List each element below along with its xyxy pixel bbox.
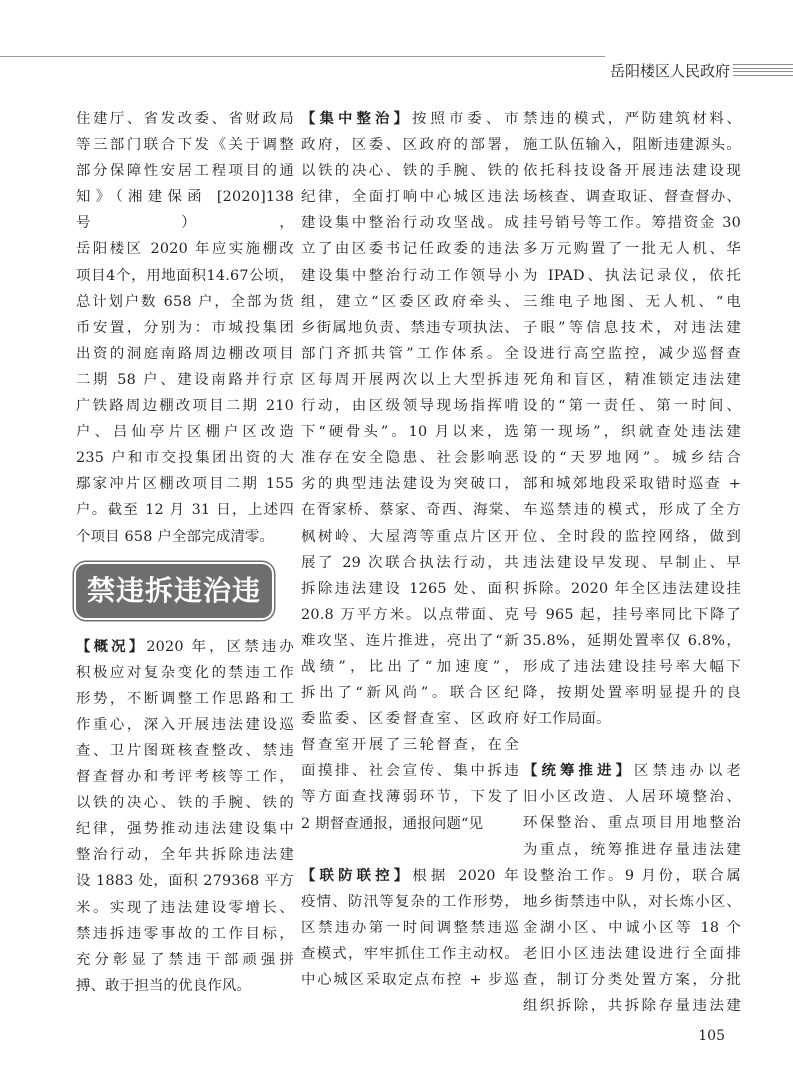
subheading-tag-overview: 【概况】 <box>76 638 147 655</box>
text-line: 车巡禁违的模式，形成了全方 <box>523 502 741 519</box>
text-line: 区禁违办第一时间调整禁违巡 <box>301 919 519 936</box>
text-line: 多万元购置了一批无人机、华 <box>523 241 741 258</box>
text-line: 禁违拆违零事故的工作目标， <box>76 925 294 942</box>
text-line: 立了由区委书记任政委的违法 <box>301 241 519 258</box>
text-run: 2020 年，区禁违办 <box>146 638 294 655</box>
text-line: 挂号销号等工作。筹措资金 30 <box>523 215 741 232</box>
paragraph-overview <box>76 634 294 999</box>
text-line: 部门齐抓共管”工作体系。全 <box>301 345 519 362</box>
text-line: 设整治工作。9 月份，联合属 <box>523 867 741 884</box>
text-line: 难攻坚、连片推进，亮出了“新 <box>301 632 519 649</box>
paragraph-joint-prevention <box>301 863 519 993</box>
text-line: 纪律，强势推动违法建设集中 <box>76 821 294 838</box>
text-line: 查、卫片图斑核查整改、禁违 <box>76 742 294 759</box>
text-line: 35.8%，延期处置率仅 6.8%， <box>523 632 741 649</box>
column-1 <box>76 106 294 999</box>
section-heading-box <box>76 564 272 618</box>
text-line: 督查室开展了三轮督查，在全 <box>301 737 519 754</box>
text-line: 查，制订分类处置方案，分批 <box>523 972 741 988</box>
text-line: 老旧小区违法建设进行全面排 <box>523 945 741 962</box>
text-line: 乡街属地负责、禁违专项执法、 <box>301 319 519 336</box>
text-line: 行动，由区级领导现场指挥啃 <box>301 398 519 415</box>
text-line: 拆除违法建设 1265 处、面积 <box>301 580 519 597</box>
paragraph-gap <box>301 837 519 863</box>
text-line: 纪律，全面打响中心城区违法 <box>301 189 519 206</box>
text-line: 二期 58 户、建设南路并行京 <box>76 371 294 388</box>
text-line: 地乡街禁违中队，对长炼小区、 <box>523 893 741 910</box>
running-header-title: 岳阳楼区人民政府 <box>610 62 731 80</box>
text-line: 设的“第一责任、第一时间、 <box>523 398 741 415</box>
text-line: 搏、敢于担当的优良作风。 <box>76 977 252 994</box>
text-line: 准存在安全隐患、社会影响恶 <box>301 450 519 467</box>
subheading-tag-joint-prevention: 【联防联控】 <box>301 867 413 884</box>
text-line: 组，建立“区委区政府牵头、 <box>301 293 519 310</box>
text-line: 作重心，深入开展违法建设巡 <box>76 716 294 733</box>
paragraph-shanty-renovation <box>76 106 294 550</box>
section-heading: 禁违拆违治违 <box>86 573 261 607</box>
text-line: 面摸排、社会宣传、集中拆违 <box>301 763 519 780</box>
text-line: 形势，不断调整工作思路和工 <box>76 690 294 707</box>
text-run: 根据 2020 年 <box>412 867 520 884</box>
text-run: 按照市委、市 <box>411 111 520 127</box>
text-line: 第一现场”，织就查处违法建 <box>523 424 741 441</box>
text-line: 户、吕仙亭片区棚户区改造 <box>76 424 294 441</box>
text-line: 20.8 万平方米。以点带面、克 <box>301 606 519 623</box>
text-line: 235 户和市交投集团出资的大 <box>76 450 294 467</box>
text-line: 项目4个，用地面积14.67公顷， <box>76 267 294 284</box>
text-line: 整治行动，全年共拆除违法建 <box>76 847 294 864</box>
text-line: 督查督办和考评考核等工作， <box>76 769 294 786</box>
text-line: 禁违的模式，严防建筑材料、 <box>523 111 741 127</box>
text-line: 户。截至 12 月 31 日，上述四 <box>76 502 294 519</box>
text-line: 施工队伍输入，阻断违建源头。 <box>523 137 741 154</box>
text-line: 以铁的决心、铁的手腕、铁的 <box>76 795 294 812</box>
text-line <box>301 106 519 132</box>
paragraph-gap <box>523 732 741 758</box>
text-line: 为重点，统筹推进存量违法建 <box>523 841 741 858</box>
text-line: 总计划户数 658 户，全部为货 <box>76 293 294 310</box>
text-line: 违法建设早发现、早制止、早 <box>523 554 741 571</box>
text-line: 展了 29 次联合执法行动，共 <box>301 554 519 571</box>
text-line: 下“硬骨头”。10 月以来，选 <box>301 424 519 441</box>
text-line: 鄢家冲片区棚改项目二期 155 <box>76 476 294 493</box>
subheading-tag-coordinated: 【统筹推进】 <box>523 763 634 780</box>
text-line: 查模式，牢牢抓住工作主动权。 <box>301 945 519 962</box>
paragraph-coordinated-advance <box>523 758 741 1019</box>
text-line: 在胥家桥、蔡家、奇西、海棠、 <box>301 502 519 519</box>
text-run: 区禁违办以老 <box>633 763 742 780</box>
text-line: 米。实现了违法建设零增长、 <box>76 899 294 916</box>
text-line: 住建厅、省发改委、省财政局 <box>76 111 294 127</box>
text-line: 设进行高空监控，减少巡督查 <box>523 345 741 362</box>
text-line: 币安置，分别为：市城投集团 <box>76 319 294 336</box>
text-line: 金湖小区、中诚小区等 18 个 <box>523 919 741 936</box>
text-line: 环保整治、重点项目用地整治 <box>523 815 741 832</box>
text-line: 建设集中整治行动攻坚战。成 <box>301 215 519 232</box>
text-line: 广铁路周边棚改项目二期 210 <box>76 398 294 415</box>
text-line: 个项目 658 户全部完成清零。 <box>76 528 275 545</box>
text-line: 区每周开展两次以上大型拆违 <box>301 371 519 388</box>
text-line: 枫树岭、大屋湾等重点片区开 <box>301 528 519 545</box>
paragraph-concentrated-rectification <box>301 106 519 837</box>
text-line: 死角和盲区，精准锁定违法建 <box>523 371 741 388</box>
text-line: 部和城郊地段采取错时巡查 + <box>523 476 741 493</box>
paragraph-joint-prevention-continued <box>523 106 741 732</box>
text-line: 拆出了“新风尚”。联合区纪 <box>301 685 519 702</box>
text-line: 充分彰显了禁违干部顽强拼 <box>76 951 294 968</box>
text-line: 建设集中整治行动工作领导小 <box>301 267 519 284</box>
text-line: 设的“天罗地网”。城乡结合 <box>523 450 741 467</box>
subheading-tag-concentrated: 【集中整治】 <box>301 111 412 127</box>
text-line: 等方面查找薄弱环节，下发了 <box>301 789 519 806</box>
text-line: 降，按期处置率明显提升的良 <box>523 685 741 702</box>
text-line: 拆除。2020 年全区违法建设挂 <box>523 580 741 597</box>
text-line: 以铁的决心、铁的手腕、铁的 <box>301 163 519 180</box>
page-number: 105 <box>698 1028 725 1044</box>
column-2 <box>301 106 519 993</box>
text-line: 依托科技设备开展违法建设现 <box>523 163 741 180</box>
text-line: 形成了违法建设挂号率大幅下 <box>523 658 741 675</box>
text-line: 战绩”，比出了“加速度”， <box>301 658 519 675</box>
header-stripes-decoration <box>733 64 793 78</box>
text-line: 三维电子地图、无人机、“电 <box>523 293 741 310</box>
text-line: 中心城区采取定点布控 + 步巡 <box>301 972 519 988</box>
text-line: 政府，区委、区政府的部署， <box>301 137 519 154</box>
text-line <box>523 758 741 784</box>
header-rule <box>0 56 605 57</box>
text-line: 组织拆除，共拆除存量违法建 <box>523 998 741 1015</box>
text-line: 等三部门联合下发《关于调整 <box>76 137 294 154</box>
text-line: 子眼”等信息技术，对违法建 <box>523 319 741 336</box>
text-line: 岳阳楼区 2020 年应实施棚改 <box>76 241 294 258</box>
text-line: 积极应对复杂变化的禁违工作 <box>76 664 294 681</box>
text-line: 出资的洞庭南路周边棚改项目 <box>76 345 294 362</box>
text-line: 为 IPAD、执法记录仪，依托 <box>523 267 741 284</box>
text-line: 劣的典型违法建设为突破口， <box>301 476 519 493</box>
text-line: 2 期督查通报，通报问题“见 <box>301 815 484 832</box>
text-line: 知》（湘建保函 [2020]138 号）， <box>76 189 294 232</box>
column-3 <box>523 106 741 1019</box>
text-line: 设 1883 处，面积 279368 平方 <box>76 873 294 890</box>
text-line: 部分保障性安居工程项目的通 <box>76 163 294 180</box>
text-line: 好工作局面。 <box>523 711 611 728</box>
text-line: 场核查、调查取证、督查督办、 <box>523 189 741 206</box>
text-line: 疫情、防汛等复杂的工作形势， <box>301 893 519 910</box>
text-line: 号 965 起，挂号率同比下降了 <box>523 606 741 623</box>
text-line: 位、全时段的监控网络，做到 <box>523 528 741 545</box>
text-line: 旧小区改造、人居环境整治、 <box>523 789 741 806</box>
text-line <box>76 634 294 660</box>
text-line: 委监委、区委督查室、区政府 <box>301 711 519 728</box>
text-line <box>301 863 519 889</box>
